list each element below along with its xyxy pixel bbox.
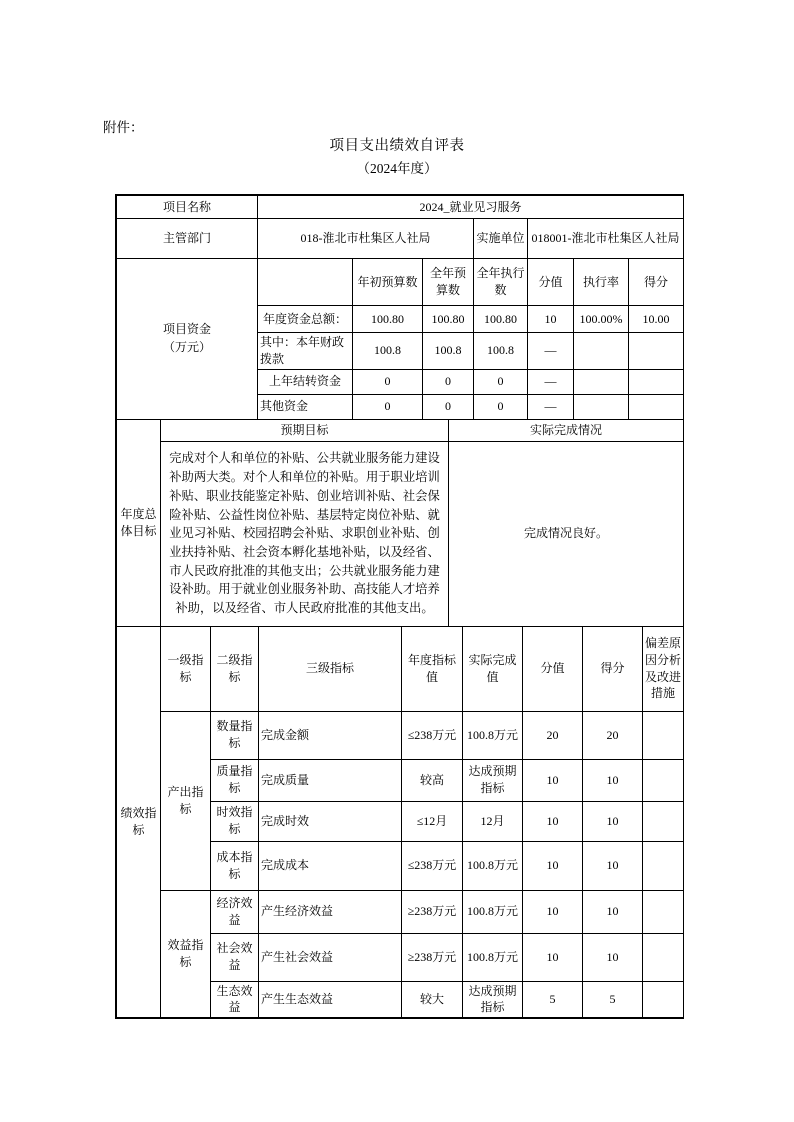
funding-initial-budget: 100.80 <box>353 306 423 333</box>
funding-col-header-executed: 全年执行数 <box>474 259 528 306</box>
funding-sublabel: 年度资金总额： <box>258 306 353 333</box>
page-break-artifact <box>210 1012 259 1019</box>
points-value: 10 <box>523 841 583 890</box>
level1-output-label: 产出指标 <box>161 711 211 890</box>
funding-sublabel-header <box>258 259 353 306</box>
target-value: 较大 <box>402 981 463 1018</box>
expected-goal-text-cell <box>161 441 449 626</box>
funding-header-row <box>117 259 684 306</box>
indicators-row-label: 绩效指标 <box>117 626 161 1018</box>
funding-table <box>116 258 684 420</box>
target-value: ≤238万元 <box>402 711 463 759</box>
deviation-cell <box>643 981 684 1018</box>
level2-label: 经济效益 <box>211 890 259 933</box>
indicator-header-deviation: 偏差原因分析及改进措施 <box>643 626 684 711</box>
indicator-row-economic <box>117 890 684 933</box>
funding-initial-budget: 100.8 <box>353 333 423 370</box>
level2-label: 时效指标 <box>211 801 259 841</box>
level2-label: 社会效益 <box>211 933 259 981</box>
department-value: 018-淮北市杜集区人社局 <box>258 219 474 259</box>
target-value: ≤238万元 <box>402 841 463 890</box>
points-value: 10 <box>523 801 583 841</box>
indicator-header-actual: 实际完成值 <box>463 626 523 711</box>
indicator-header-level1: 一级指标 <box>161 626 211 711</box>
score-value: 10 <box>583 759 643 801</box>
score-value: 5 <box>583 981 643 1018</box>
attachment-label: 附件： <box>103 120 144 135</box>
implementing-unit-label: 实施单位 <box>474 219 528 259</box>
indicator-row-quantity <box>117 711 684 759</box>
document-subtitle: （2024年度） <box>356 161 438 176</box>
level3-label: 完成时效 <box>259 801 402 841</box>
points-value: 5 <box>523 981 583 1018</box>
points-value: 10 <box>523 933 583 981</box>
actual-value: 100.8万元 <box>463 933 523 981</box>
funding-col-header-initial: 年初预算数 <box>353 259 423 306</box>
deviation-cell <box>643 890 684 933</box>
target-value: ≤12月 <box>402 801 463 841</box>
actual-value: 12月 <box>463 801 523 841</box>
funding-score <box>629 333 684 370</box>
project-name-value: 2024_就业见习服务 <box>258 196 684 219</box>
target-value: ≥238万元 <box>402 890 463 933</box>
funding-points: — <box>528 394 574 419</box>
deviation-cell <box>643 801 684 841</box>
indicator-header-score: 得分 <box>583 626 643 711</box>
level2-label: 生态效益 <box>211 981 259 1018</box>
implementing-unit-value: 018001-淮北市杜集区人社局 <box>528 219 684 259</box>
funding-annual-budget: 100.8 <box>423 333 474 370</box>
funding-execution-rate <box>574 369 629 394</box>
funding-score: 10.00 <box>629 306 684 333</box>
department-label: 主管部门 <box>117 219 258 259</box>
funding-col-header-score: 得分 <box>629 259 684 306</box>
funding-sublabel: 上年结转资金 <box>258 369 353 394</box>
funding-sublabel: 其他资金 <box>258 394 353 419</box>
points-value: 10 <box>523 759 583 801</box>
actual-value: 100.8万元 <box>463 711 523 759</box>
actual-completion-text: 完成情况良好。 <box>449 441 684 626</box>
level3-label: 完成质量 <box>259 759 402 801</box>
target-value: ≥238万元 <box>402 933 463 981</box>
funding-score <box>629 394 684 419</box>
funding-col-header-points: 分值 <box>528 259 574 306</box>
level3-label: 产生经济效益 <box>259 890 402 933</box>
target-value: 较高 <box>402 759 463 801</box>
funding-executed: 100.8 <box>474 333 528 370</box>
annual-goal-table <box>116 419 684 627</box>
level1-benefit-label: 效益指标 <box>161 890 211 1018</box>
funding-executed: 0 <box>474 394 528 419</box>
funding-execution-rate <box>574 394 629 419</box>
funding-annual-budget: 0 <box>423 394 474 419</box>
funding-execution-rate <box>574 333 629 370</box>
indicator-header-level2: 二级指标 <box>211 626 259 711</box>
funding-points: 10 <box>528 306 574 333</box>
funding-score <box>629 369 684 394</box>
deviation-cell <box>643 933 684 981</box>
funding-points: — <box>528 369 574 394</box>
indicator-header-target: 年度指标值 <box>402 626 463 711</box>
project-name-row <box>117 196 684 219</box>
level2-label: 质量指标 <box>211 759 259 801</box>
funding-col-header-annual: 全年预算数 <box>423 259 474 306</box>
actual-value: 100.8万元 <box>463 841 523 890</box>
basic-info-table <box>116 195 684 259</box>
indicators-header-row <box>117 626 684 711</box>
score-value: 10 <box>583 890 643 933</box>
deviation-cell <box>643 841 684 890</box>
funding-executed: 100.80 <box>474 306 528 333</box>
indicator-header-level3: 三级指标 <box>259 626 402 711</box>
actual-value: 达成预期指标 <box>463 981 523 1018</box>
level3-label: 完成成本 <box>259 841 402 890</box>
funding-sublabel: 其中：本年财政拨款 <box>258 333 353 370</box>
score-value: 10 <box>583 841 643 890</box>
funding-executed: 0 <box>474 369 528 394</box>
project-name-label: 项目名称 <box>117 196 258 219</box>
actual-value: 100.8万元 <box>463 890 523 933</box>
deviation-cell <box>643 711 684 759</box>
score-value: 10 <box>583 801 643 841</box>
funding-initial-budget: 0 <box>353 394 423 419</box>
funding-annual-budget: 0 <box>423 369 474 394</box>
funding-row-label-line2: （万元） <box>162 339 211 354</box>
score-value: 20 <box>583 711 643 759</box>
annual-goal-row-label: 年度总体目标 <box>117 419 161 626</box>
funding-initial-budget: 0 <box>353 369 423 394</box>
funding-row-label-line1: 项目资金 <box>162 322 211 337</box>
funding-annual-budget: 100.80 <box>423 306 474 333</box>
level3-label: 产生社会效益 <box>259 933 402 981</box>
funding-row-label <box>117 259 258 420</box>
document-title: 项目支出绩效自评表 <box>329 138 465 154</box>
department-row <box>117 219 684 259</box>
expected-goal-header: 预期目标 <box>161 419 449 441</box>
expected-goal-text: 完成对个人和单位的补贴、公共就业服务能力建设补助两大类。对个人和单位的补贴。用于职业培训补贴、职业技能鉴定补贴、创业培训补贴、社会保险补贴、公益性岗位补贴、基层特定岗位补贴、就业见习补贴、校园招聘会补贴、求职创业补贴、创业扶持补贴、社会资本孵化基地补贴，以及经省、市人民政府批准的其他支出；公共就业服务能力建设补助。用于就业创业服务补助、高技能人才培养补助，以及经省、市人民政府批准的其他支出。 <box>169 451 440 616</box>
self-evaluation-table <box>116 195 683 1018</box>
actual-completion-header: 实际完成情况 <box>449 419 684 441</box>
deviation-cell <box>643 759 684 801</box>
indicator-header-points: 分值 <box>523 626 583 711</box>
funding-execution-rate: 100.00% <box>574 306 629 333</box>
indicators-table <box>116 626 684 1019</box>
actual-value: 达成预期指标 <box>463 759 523 801</box>
funding-points: — <box>528 333 574 370</box>
points-value: 10 <box>523 890 583 933</box>
level3-label: 完成金额 <box>259 711 402 759</box>
level2-label: 数量指标 <box>211 711 259 759</box>
funding-col-header-rate: 执行率 <box>574 259 629 306</box>
score-value: 10 <box>583 933 643 981</box>
points-value: 20 <box>523 711 583 759</box>
level3-label: 产生生态效益 <box>259 981 402 1018</box>
goal-body-row <box>117 441 684 626</box>
level2-label: 成本指标 <box>211 841 259 890</box>
goal-header-row <box>117 419 684 441</box>
